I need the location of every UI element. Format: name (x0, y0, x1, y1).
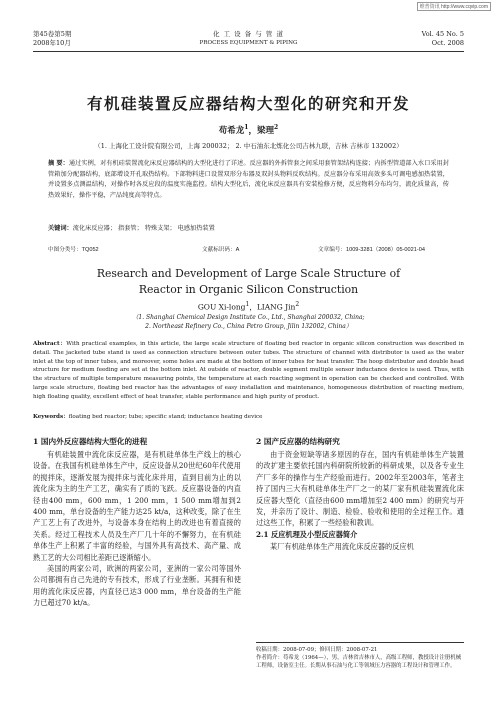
authors-en (0, 301, 497, 313)
section-2-1-para: 某厂有机硅单体生产用流化床反应器的反应机 (270, 541, 414, 551)
journal-name-en: PROCESS EQUIPMENT & PIPING (199, 40, 298, 46)
abstract-text-cn: 通过实例，对有机硅装置流化床反应器结构的大型化进行了详述。反应器的外拆管套之间采用套管架结构连接；内拆型管道部入水口采用封管箱加分配器结构，底部增设开孔取热结构。下部物料进口设置双形分布器及双封头物料反吹结构。反应器分布采用高效多头可调电感加热装置，并设置多点测温结构，对操作时各反应段的温度实施监控。结构大型化后，流化床反应器具有安装检修方便，反应物料分布均匀，流化质量高，传热效果好，操作平稳，产品纯度高等特点。 (48, 160, 450, 199)
abstract-text-en: With practical examples, in this article, the large scale structure of floating bed reactor in organic silicon construction was described in detail. The jacketed tube stand is used as connection structure between outer tubes. The structure of channel with distributor is used as the water inlet at the top of inner tubes, and moreover, some holes are made at the bottom of inner tubes for heat transfer. The hoop distributor and double head structure for medium feeding are set at the bottom inlet. At outside of reactor, double segment multiple sensor inductance device is used. Thus, with the structure of multiple temperature measuring points, the temperature at each reacting segment in operation can be checked and controlled. With large scale structure, floating bed reactor has the advantages of easy installation and maintenance, homogeneous distribution of reacting medium, high floating quality, excellent effect of heat transfer, stable performance and high purity of product. (33, 341, 465, 400)
paper-title-cn: 有机硅装置反应器结构大型化的研究和开发 (86, 94, 410, 113)
author-1-sup: 1 (244, 124, 249, 132)
author-1-cn: 苟希龙 (218, 126, 245, 136)
abstract-en (33, 340, 464, 402)
affiliation-en-1: （1. Shanghai Chemical Design Institute Co., Ltd., Shanghai 200032, China; (132, 314, 365, 321)
footnotes (256, 646, 464, 670)
author-2-en: LIANG Jin (256, 302, 296, 312)
author-2-cn: 梁理 (257, 126, 275, 136)
volume-en: Vol. 45 No. 5 (421, 30, 464, 38)
authors-cn (0, 124, 497, 136)
header-volume-en (422, 30, 464, 48)
author-2-sup: 2 (274, 124, 279, 132)
footnote-author-bio: 作者简介：苟希龙（1964—），男，吉林省吉林市人，高级工程师，教授设计注册机械工程师，设备室主任。长期从事石油与化工等领域压力容器的工程设计和管理工作。 (256, 655, 462, 669)
header-rule (33, 51, 464, 52)
abstract-label-cn: 摘 要： (48, 160, 69, 167)
paper-title-en-1: Research and Development of Large Scale Structure of (96, 267, 401, 280)
author-sep-en: ， (249, 302, 257, 312)
footnote-received: 收稿日期：2008-07-09；修回日期：2008-07-21 (256, 647, 378, 653)
keywords-cn (48, 224, 449, 234)
author-2-en-sup: 2 (295, 301, 300, 308)
author-sep-cn: ， (248, 126, 257, 136)
document-code: 文献标识码：A (202, 247, 240, 253)
right-column (256, 436, 464, 552)
keywords-text-en: floating bed reactor; tube; specific stand; inductance heating device (68, 414, 263, 420)
footnote-rule (256, 642, 464, 643)
left-column (33, 436, 241, 609)
affiliation-en-2: 2. Northeast Refinery Co., China Petro Group, Jilin 132002, China） (145, 323, 352, 330)
abstract-cn (48, 159, 449, 201)
journal-name-cn: 化 工 设 备 与 管 道 (213, 30, 284, 38)
section-1-para-2: 美国的两家公司，欧洲的两家公司，亚洲的一家公司等国外公司都拥有自己先进的专有技术，形成了行业垄断。其拥有和使用的流化床反应器，内直径已达3 000 mm，单台设备的生产能力已超过70 kt/a。 (33, 564, 241, 608)
author-1-en-sup: 1 (245, 301, 250, 308)
clc-number: 中图分类号：TQ052 (48, 247, 99, 253)
article-number: 文章编号：1009-3281（2008）05-0021-04 (318, 247, 425, 253)
keywords-en (33, 413, 464, 422)
section-2-1-heading: 2.1 反应机理及小型反应器简介 (256, 529, 358, 539)
affiliation-cn: （1. 上海化工设计院有限公司，上海 200032； 2. 中石油东北炼化公司吉林九联，吉林 吉林市 132002） (94, 142, 403, 150)
date-cn: 2008年10月 (33, 39, 71, 47)
section-1-para-1: 有机硅装置中流化床反应器，是有机硅单体生产线上的核心设备。在我国有机硅单体生产中，反应设备从20世纪60年代使用的搅拌床，逐渐发展为搅拌床与流化床并用，直到目前为止的以流化床为主的生产工艺，确实有了质的飞跃。反应器设备的内直径由400 mm，600 mm，1 200 mm，1 500 mm增加到2 400 mm，单台设备的生产能力达25 kt/a，这种改变，除了在生产工艺上有了改进外，与设备本身在结构上的改进也有着直接的关系。经过工程技术人员及生产厂几十年的不懈努力，在有机硅单体生产上积累了丰富的经验，与国外具有高技术、高产量、成熟工艺的大公司相比差距已逐渐缩小。 (33, 450, 241, 562)
keywords-text-cn: 流化床反应器； 指套管； 特殊支架； 电感加热装置 (72, 225, 215, 232)
volume-cn: 第45卷第5期 (33, 30, 72, 38)
abstract-label-en: Abstract： (33, 341, 67, 347)
keywords-label-cn: 关键词： (48, 225, 73, 232)
author-1-en: GOU Xi-long (197, 302, 246, 312)
section-1-heading: 1 国内外反应器结构大型化的进程 (33, 437, 148, 446)
date-en: Oct. 2008 (431, 39, 464, 47)
watermark-badge: 维普资讯 http://www.cqvip.com (417, 2, 491, 11)
paper-title-en-2: Reactor in Organic Silicon Construction (138, 283, 359, 296)
keywords-label-en: Keywords： (33, 414, 69, 420)
section-2-heading: 2 国产反应器的结构研究 (256, 437, 340, 446)
section-2-para-1: 由于资金短缺等诸多原因的存在，国内有机硅单体生产装置的改扩建主要依托国内科研院所较新的科研成果，以及各专业生产厂多年的操作与生产经验而进行。2002年至2003年，笔者主持了国内三大有机硅单体生产厂之一的某厂家有机硅装置流化床反应器大型化（直径由600 mm增加至2 400 mm）的研究与开发，并亲历了设计、制造、检验、验收和使用的全过程工作。通过这些工作，积累了一些经验和教训。 (256, 450, 464, 528)
